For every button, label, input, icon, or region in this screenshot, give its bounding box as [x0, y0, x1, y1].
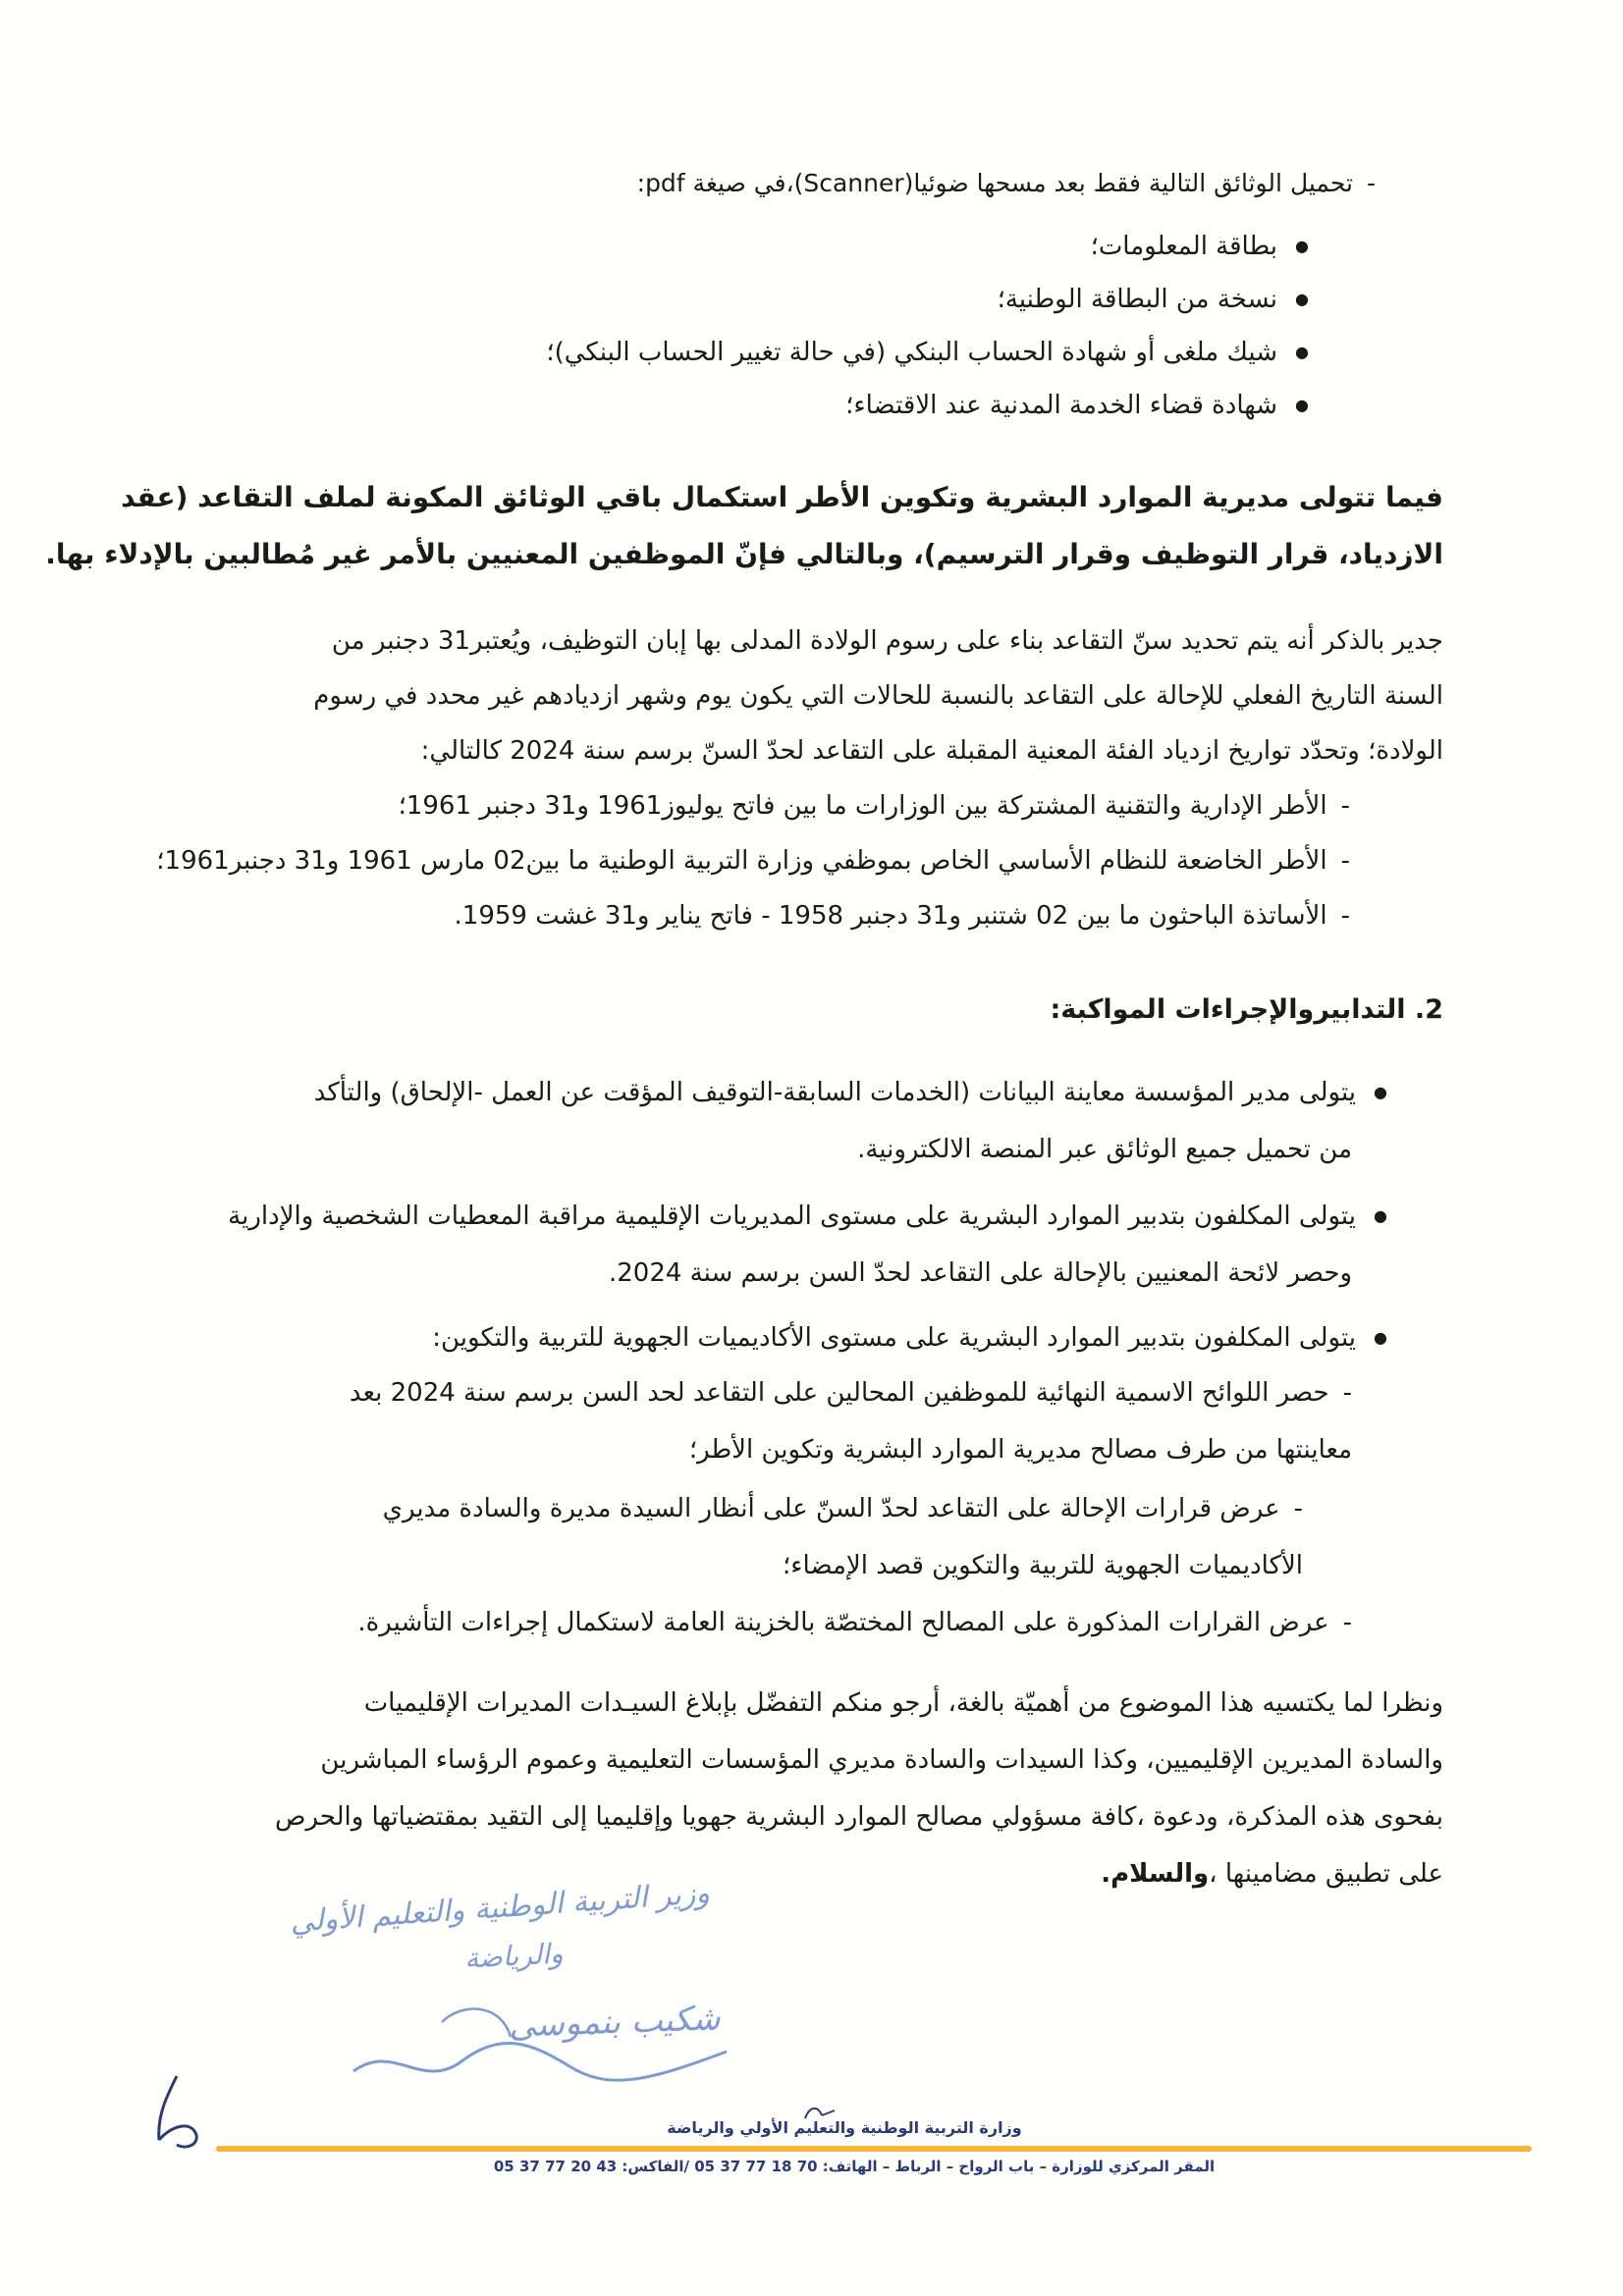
- signature-title-2: والرياضة: [462, 1937, 564, 1975]
- section-2-title: 2. التدابيروالإجراءات المواكبة:: [1050, 994, 1443, 1025]
- academy-task: - عرض القرارات المذكورة على المصالح المختصّة بالخزينة العامة لاستكمال إجراءات التأشيرة.: [357, 1606, 1352, 1639]
- measure-item-continuation: وحصر لائحة المعنيين بالإحالة على التقاعد لحدّ السن برسم سنة 2024.: [608, 1258, 1352, 1288]
- closing-line: بفحوى هذه المذكرة، ودعوة ،كافة مسؤولي مصالح الموارد البشرية جهويا وإقليميا إلى التقيد بمقتضياتها والحرص: [275, 1802, 1443, 1832]
- initials-mark: [137, 2066, 206, 2155]
- measure-item: ● يتولى مدير المؤسسة معاينة البيانات (الخدمات السابقة-التوقيف المؤقت عن العمل -الإلحاق) والتأكد: [314, 1076, 1387, 1112]
- closing-salam: والسلام.: [1101, 1859, 1210, 1889]
- signature-name: شكيب بنموسى: [507, 1999, 721, 2046]
- closing-line: والسادة المديرين الإقليميين، وكذا السيدات والسادة مديري المؤسسات التعليمية وعموم الرؤساء المباشرين: [320, 1745, 1443, 1775]
- category-item: - الأساتذة الباحثون ما بين 02 شتنبر و31 دجنبر 1958 - فاتح يناير و31 غشت 1959.: [455, 899, 1350, 933]
- academy-task-continuation: معاينتها من طرف مصالح مديرية الموارد البشرية وتكوين الأطر؛: [688, 1435, 1352, 1465]
- bold-paragraph-line: الازدياد، قرار التوظيف وقرار الترسيم)، وبالتالي فإنّ الموظفين المعنيين بالأمر غير مُطالبين بالإدلاء بها.: [45, 538, 1443, 570]
- measure-item: ● يتولى المكلفون بتدبير الموارد البشرية على مستوى المديريات الإقليمية مراقبة المعطيات الشخصية والإدارية: [228, 1200, 1387, 1236]
- signature-title: وزير التربية الوطنية والتعليم الأولي: [289, 1876, 711, 1940]
- closing-text: على تطبيق مضامينها ،: [1209, 1859, 1443, 1889]
- footer-address: المقر المركزي للوزارة – باب الرواح – الرباط – الهاتف: 70 18 77 37 05 /الفاكس: 43 20 77 37 05: [493, 2158, 1216, 2175]
- academy-task: - عرض قرارات الإحالة على التقاعد لحدّ السنّ على أنظار السيدة مديرة والسادة مديري: [383, 1492, 1303, 1525]
- closing-line: ونظرا لما يكتسيه هذا الموضوع من أهميّة بالغة، أرجو منكم التفضّل بإبلاغ السيـدات المديرات الإقليميات: [363, 1688, 1443, 1718]
- measure-item: ● يتولى المكلفون بتدبير الموارد البشرية على مستوى الأكاديميات الجهوية للتربية والتكوين:: [432, 1321, 1387, 1358]
- age-paragraph-line: السنة التاريخ الفعلي للإحالة على التقاعد بالنسبة للحالات التي يكون يوم وشهر ازديادهم غير محدد في رسوم: [313, 681, 1443, 711]
- age-paragraph-line: جدير بالذكر أنه يتم تحديد سنّ التقاعد بناء على رسوم الولادة المدلى بها إبان التوظيف، ويُعتبر31 دجنبر من: [331, 626, 1443, 656]
- document-item: ● نسخة من البطاقة الوطنية؛: [998, 283, 1309, 319]
- academy-task: - حصر اللوائح الاسمية النهائية للموظفين المحالين على التقاعد لحد السن برسم سنة 2024 بعد: [350, 1376, 1352, 1410]
- category-item: - الأطر الخاضعة للنظام الأساسي الخاص بموظفي وزارة التربية الوطنية ما بين02 مارس 1961 و31 دجنبر1961؛: [156, 844, 1350, 878]
- signature-flourish: [334, 1983, 746, 2101]
- document-item: ● شهادة قضاء الخدمة المدنية عند الاقتضاء؛: [845, 389, 1309, 425]
- document-item: ● بطاقة المعلومات؛: [1091, 230, 1309, 266]
- academy-task-continuation: الأكاديميات الجهوية للتربية والتكوين قصد الإمضاء؛: [783, 1551, 1303, 1580]
- category-item: - الأطر الإدارية والتقنية المشتركة بين الوزارات ما بين فاتح يوليوز1961 و31 دجنبر 1961؛: [399, 789, 1350, 823]
- upload-intro: - تحميل الوثائق التالية فقط بعد مسحها ضوئيا(Scanner)،في صيغة pdf:: [637, 167, 1376, 200]
- document-item: ● شيك ملغى أو شهادة الحساب البنكي (في حالة تغيير الحساب البنكي)؛: [546, 336, 1309, 372]
- closing-line: [1101, 1857, 1443, 1891]
- measure-item-continuation: من تحميل جميع الوثائق عبر المنصة الالكترونية.: [857, 1135, 1352, 1164]
- footer-ministry: وزارة التربية الوطنية والتعليم الأولي والرياضة: [667, 2118, 1022, 2137]
- bold-paragraph-line: فيما تتولى مديرية الموارد البشرية وتكوين الأطر استكمال باقي الوثائق المكونة لملف التقاعد (عقد: [121, 481, 1443, 513]
- age-paragraph-line: الولادة؛ وتحدّد تواريخ ازدياد الفئة المعنية المقبلة على التقاعد لحدّ السنّ برسم سنة 2024 كالتالي:: [420, 736, 1443, 766]
- footer-divider: [216, 2146, 1532, 2152]
